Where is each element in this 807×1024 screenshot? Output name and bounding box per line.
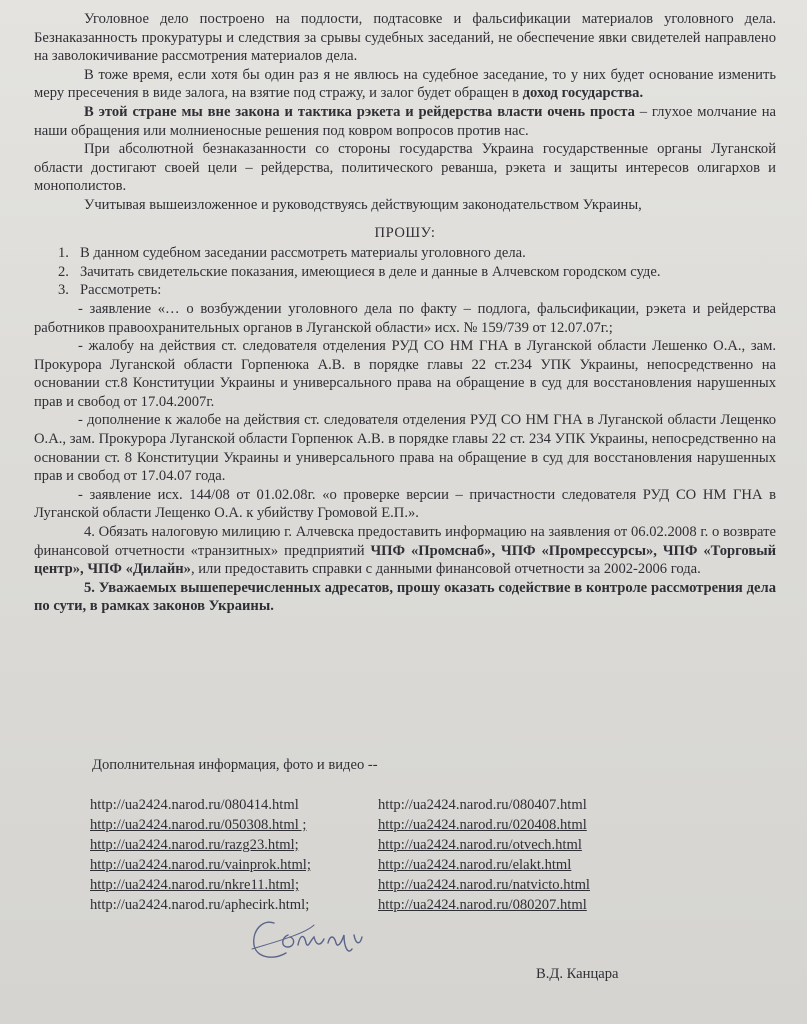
list-subitem-4: - заявление исх. 144/08 от 01.02.08г. «о проверке версии – причастности следователя РУД СО НМ ГНА в Луганской области Лещенко О.А. к убийству Громовой Е.П.». — [34, 486, 776, 522]
paragraph-4: При абсолютной безнаказанности со стороны государства Украина государственные органы Луганской области достигают своей цели – рейдерства, политического реванша, рэкета и защиты интересов олигархов и монополистов. — [34, 141, 776, 195]
link-right-2: http://ua2424.narod.ru/020408.html — [378, 817, 587, 833]
list-item-4: 4. Обязать налоговую милицию г. Алчевска предоставить информацию на заявления от 06.02.2008 г. о возврате финансовой отчетности «транзитных» предприятий ЧПФ «Промснаб», ЧПФ «Промрессурсы», ЧПФ «Торговый центр», ЧПФ «Дилайн», или предоставить справки с данными финансовой отчетности за 2002-2006 года. — [34, 524, 776, 578]
link-left-2: http://ua2424.narod.ru/050308.html ; — [90, 817, 307, 833]
list-item-2: 2. Зачитать свидетельские показания, имеющиеся в деле и данные в Алчевском городском суде. — [58, 263, 661, 280]
list-subitem-3: - дополнение к жалобе на действия ст. следователя отделения РУД СО НМ ГНА в Луганской области Лещенко О.А., зам. Прокурора Луганской области Горпенюк А.В. в порядке главы 22 ст. 234 УПК Украины, непосредственно на основании ст. 8 Конституции Украины и универсального права на обращение в суд для восстановления нарушенных прав и свобод от 17.04.07 года. — [34, 412, 776, 485]
link-left-4: http://ua2424.narod.ru/vainprok.html; — [90, 857, 311, 873]
list-item-4-bold: ЧПФ «Промснаб», ЧПФ «Промрессурсы», ЧПФ «Торговый центр», ЧПФ «Дилайн» — [34, 542, 776, 578]
additional-info: Дополнительная информация, фото и видео -- — [92, 757, 378, 773]
link-left-1: http://ua2424.narod.ru/080414.html — [90, 797, 299, 813]
link-right-1: http://ua2424.narod.ru/080407.html — [378, 797, 587, 813]
link-left-6: http://ua2424.narod.ru/aphecirk.html; — [90, 897, 310, 913]
request-heading: ПРОШУ: — [374, 224, 436, 241]
paragraph-3: В этой стране мы вне закона и тактика рэкета и рейдерства власти очень проста – глухое молчание на наши обращения или молниеносные решения под ковром вопросов против нас. — [34, 103, 776, 139]
list-item-5: 5. Уважаемых вышеперечисленных адресатов, прошу оказать содействие в контроле рассмотрения дела по сути, в рамках законов Украины. — [34, 579, 776, 615]
list-subitem-2: - жалобу на действия ст. следователя отделения РУД СО НМ ГНА в Луганской области Лешенко О.А., зам. Прокурора Луганской области Горпенюка А.В. в порядке главы 22 ст.234 УПК Украины, непосредственно на основании ст.8 Конституции Украины и универсального права на обращение в суд для восстановления нарушенных прав и свобод от 17.04.2007г. — [34, 338, 776, 410]
list-subitem-1: - заявление «… о возбуждении уголовного дела по факту – подлога, фальсификации, рэкета и рейдерства работников правоохранительных органов в Луганской области» исх. № 159/739 от 12.07.07г.; — [34, 300, 776, 336]
link-right-5: http://ua2424.narod.ru/natvicto.html — [378, 877, 590, 893]
link-right-3: http://ua2424.narod.ru/otvech.html — [378, 837, 582, 853]
link-right-4: http://ua2424.narod.ru/elakt.html — [378, 857, 572, 873]
paragraph-1: Уголовное дело построено на подлости, подтасовке и фальсификации материалов уголовного дела. Безнаказанность прокуратуры и следствия за срывы судебных заседаний, не обеспечение явки свидетелей направлено на заволокичивание рассмотрения материалов дела. — [34, 11, 776, 65]
document-body — [34, 10, 776, 616]
list-item-3: 3. Рассмотреть: — [58, 282, 162, 299]
paragraph-2-bold: доход государства — [522, 85, 640, 102]
link-left-5: http://ua2424.narod.ru/nkre11.html; — [90, 877, 300, 893]
list-item-1: 1. В данном судебном заседании рассмотреть материалы уголовного дела. — [58, 245, 526, 262]
paragraph-3-bold: В этой стране мы вне закона и тактика рэкета и рейдерства власти очень проста — [84, 103, 635, 120]
signer-name: В.Д. Канцара — [536, 966, 619, 982]
link-right-6: http://ua2424.narod.ru/080207.html — [378, 897, 587, 913]
links-right-column — [378, 795, 590, 915]
paragraph-2: В тоже время, если хотя бы один раз я не явлюсь на судебное заседание, то у них будет основание изменить меру пресечения в виде залога, на взятие под стражу, и залог будет обращен в доход государства. — [34, 66, 776, 102]
handwritten-signature — [244, 905, 394, 975]
paragraph-5: Учитывая вышеизложенное и руководствуясь действующим законодательством Украины, — [84, 196, 642, 213]
link-left-3: http://ua2424.narod.ru/razg23.html; — [90, 837, 299, 853]
links-left-column — [90, 795, 311, 915]
